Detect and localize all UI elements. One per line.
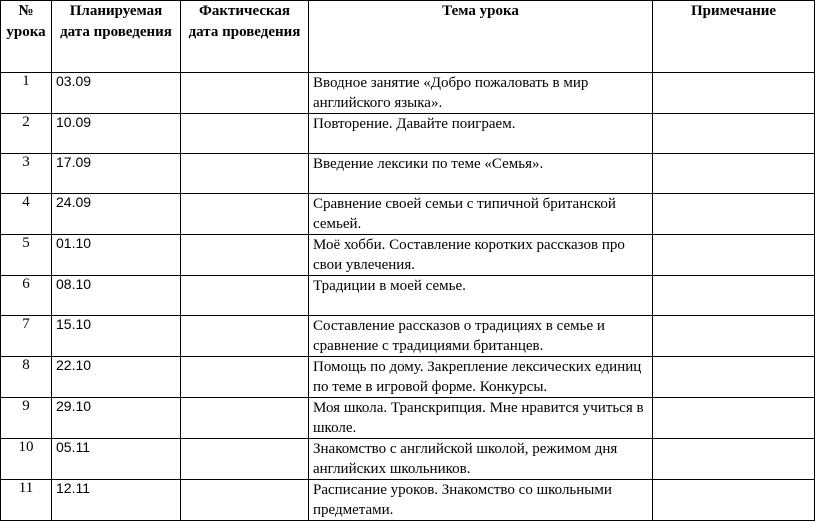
table-body	[1, 73, 815, 521]
note-cell	[653, 154, 815, 194]
table-row	[1, 439, 815, 480]
note-cell	[653, 398, 815, 439]
table-row	[1, 114, 815, 154]
header-actual-date: Фактическая дата проведения	[181, 1, 309, 73]
table-row	[1, 480, 815, 521]
planned-date-cell: 24.09	[52, 194, 181, 235]
topic-cell: Расписание уроков. Знакомство со школьными предметами.	[309, 480, 653, 521]
actual-date-cell	[181, 154, 309, 194]
topic-cell: Введение лексики по теме «Семья».	[309, 154, 653, 194]
planned-date-cell: 08.10	[52, 276, 181, 316]
actual-date-cell	[181, 439, 309, 480]
note-cell	[653, 316, 815, 357]
table-header-row	[1, 1, 815, 73]
header-topic: Тема урока	[309, 1, 653, 73]
planned-date-cell: 17.09	[52, 154, 181, 194]
note-cell	[653, 235, 815, 276]
topic-cell: Повторение. Давайте поиграем.	[309, 114, 653, 154]
topic-cell: Знакомство с английской школой, режимом дня английских школьников.	[309, 439, 653, 480]
actual-date-cell	[181, 73, 309, 114]
topic-cell: Традиции в моей семье.	[309, 276, 653, 316]
topic-cell: Вводное занятие «Добро пожаловать в мир английского языка».	[309, 73, 653, 114]
row-number: 1	[1, 73, 52, 114]
planned-date-cell: 22.10	[52, 357, 181, 398]
planned-date-cell: 12.11	[52, 480, 181, 521]
actual-date-cell	[181, 235, 309, 276]
table-row	[1, 154, 815, 194]
note-cell	[653, 114, 815, 154]
actual-date-cell	[181, 480, 309, 521]
topic-cell: Составление рассказов о традициях в семье и сравнение с традициями британцев.	[309, 316, 653, 357]
planned-date-cell: 15.10	[52, 316, 181, 357]
actual-date-cell	[181, 194, 309, 235]
planned-date-cell: 01.10	[52, 235, 181, 276]
table-row	[1, 316, 815, 357]
note-cell	[653, 480, 815, 521]
row-number: 2	[1, 114, 52, 154]
row-number: 10	[1, 439, 52, 480]
actual-date-cell	[181, 357, 309, 398]
table-row	[1, 276, 815, 316]
actual-date-cell	[181, 398, 309, 439]
header-planned-date: Планируемая дата проведения	[52, 1, 181, 73]
topic-cell: Сравнение своей семьи с типичной британской семьей.	[309, 194, 653, 235]
row-number: 11	[1, 480, 52, 521]
planned-date-cell: 10.09	[52, 114, 181, 154]
row-number: 6	[1, 276, 52, 316]
header-number: № урока	[1, 1, 52, 73]
actual-date-cell	[181, 316, 309, 357]
table-row	[1, 398, 815, 439]
table-row	[1, 357, 815, 398]
row-number: 9	[1, 398, 52, 439]
row-number: 8	[1, 357, 52, 398]
planned-date-cell: 29.10	[52, 398, 181, 439]
table-row	[1, 73, 815, 114]
note-cell	[653, 73, 815, 114]
note-cell	[653, 357, 815, 398]
actual-date-cell	[181, 114, 309, 154]
row-number: 7	[1, 316, 52, 357]
table-row	[1, 235, 815, 276]
row-number: 4	[1, 194, 52, 235]
planned-date-cell: 05.11	[52, 439, 181, 480]
topic-cell: Помощь по дому. Закрепление лексических единиц по теме в игровой форме. Конкурсы.	[309, 357, 653, 398]
planned-date-cell: 03.09	[52, 73, 181, 114]
actual-date-cell	[181, 276, 309, 316]
topic-cell: Моё хобби. Составление коротких рассказов про свои увлечения.	[309, 235, 653, 276]
note-cell	[653, 276, 815, 316]
header-note: Примечание	[653, 1, 815, 73]
topic-cell: Моя школа. Транскрипция. Мне нравится учиться в школе.	[309, 398, 653, 439]
row-number: 5	[1, 235, 52, 276]
note-cell	[653, 439, 815, 480]
note-cell	[653, 194, 815, 235]
row-number: 3	[1, 154, 52, 194]
table-row	[1, 194, 815, 235]
